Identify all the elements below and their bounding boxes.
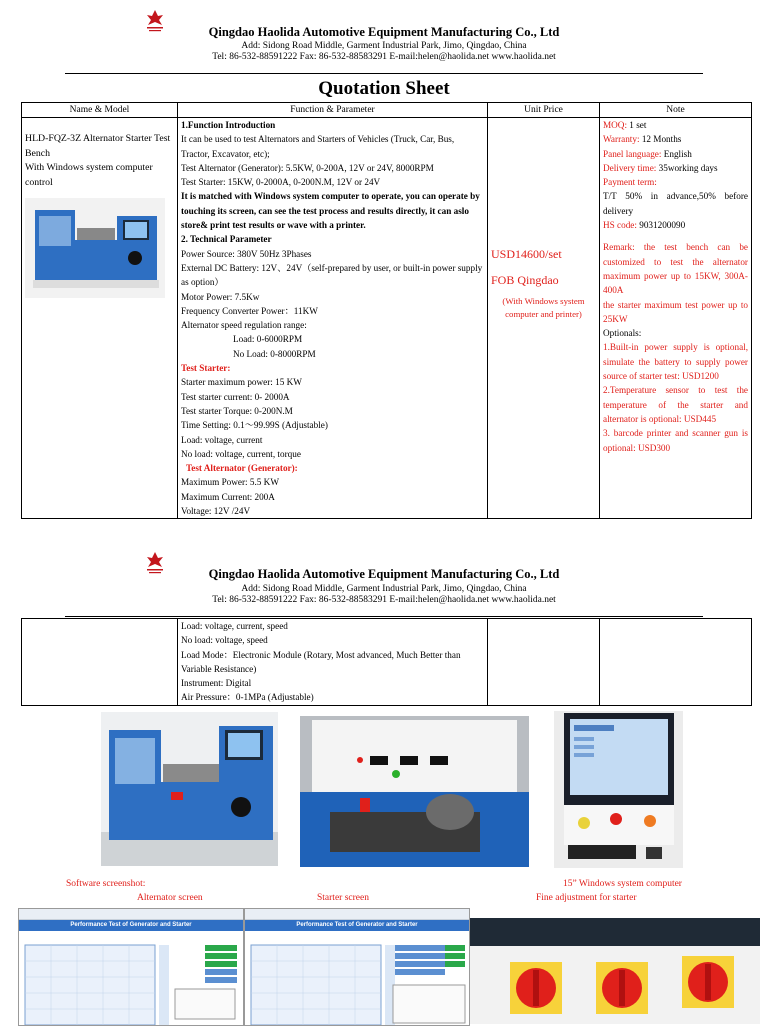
company-name-2: Qingdao Haolida Automotive Equipment Manufacturing Co., Ltd: [208, 567, 560, 581]
note-cell: [600, 118, 752, 519]
header-divider: [65, 73, 703, 74]
function-line: Alternator speed regulation range:: [181, 320, 307, 331]
note-label: Panel language:: [603, 148, 662, 159]
function-line: Time Setting: 0.1～99.99S (Adjustable): [181, 420, 328, 431]
test-bench-closeup-photo: [300, 716, 529, 867]
continuation-line: Instrument: Digital: [181, 678, 252, 689]
caption-windows: 15” Windows system computer: [563, 879, 682, 889]
note-item: [603, 189, 748, 218]
function-line: Power Source: 380V 50Hz 3Phases: [181, 248, 312, 259]
note-item: [603, 161, 748, 175]
company-name: Qingdao Haolida Automotive Equipment Manufacturing Co., Ltd: [208, 25, 560, 39]
function-line: Starter maximum power: 15 KW: [181, 377, 302, 388]
unit-price: USD14600/set: [491, 247, 562, 261]
continuation-note-cell: [600, 619, 752, 706]
fob-term: FOB Qingdao: [491, 273, 559, 287]
continuation-model-cell: [22, 619, 178, 706]
quotation-table: [21, 102, 752, 519]
note-value: 35working days: [656, 162, 718, 173]
header-name-model: Name & Model: [22, 103, 178, 118]
header-function: Function & Parameter: [178, 103, 488, 118]
function-line: Maximum Power: 5.5 KW: [181, 477, 279, 488]
model-cell: [22, 118, 178, 519]
remark-text-2: the starter maximum test power up to 25KW: [603, 299, 748, 324]
note-item: [603, 175, 748, 189]
computer-photo: [554, 711, 683, 868]
table-header-row: [22, 103, 752, 118]
function-line: It can be used to test Alternators and Starters of Vehicles (Truck, Car, Bus, Tractor, Excavator, etc);: [181, 134, 455, 159]
function-line: 1.Function Introduction: [181, 120, 276, 130]
note-label: Payment term:: [603, 177, 657, 188]
function-line: Test Alternator (Generator):: [186, 463, 298, 474]
function-line: Frequency Converter Power：11KW: [181, 305, 318, 316]
header-divider-2: [65, 616, 703, 617]
function-line: It is matched with Windows system computer to operate, you can operate by touching its screen, can see the test process and results directly, it can aslo store& print test results or wave with a printer.: [181, 191, 480, 231]
note-item: [603, 132, 748, 146]
note-value: T/T 50% in advance,50% before delivery: [603, 191, 748, 216]
continuation-line: Air Pressure：0-1MPa (Adjustable): [181, 692, 314, 703]
caption-software: Software screenshot:: [66, 879, 146, 889]
table-row: [22, 118, 752, 519]
table-row: [22, 619, 752, 706]
function-line: Test starter Torque: 0-200N.M: [181, 405, 293, 416]
function-line: Test Alternator (Generator): 5.5KW, 0-200A, 12V or 24V, 8000RPM: [181, 162, 434, 173]
function-line: Test starter current: 0- 2000A: [181, 391, 290, 402]
note-label: HS code:: [603, 220, 637, 231]
alternator-screen-title: Performance Test of Generator and Starter: [19, 920, 243, 931]
note-value: 12 Months: [639, 134, 682, 145]
caption-starter: Starter screen: [317, 893, 369, 903]
alternator-screen-screenshot: [18, 908, 244, 1026]
company-address: Add: Sidong Road Middle, Garment Industrial Park, Jimo, Qingdao, China: [241, 41, 527, 51]
continuation-table: [21, 618, 752, 706]
company-address-2: Add: Sidong Road Middle, Garment Industrial Park, Jimo, Qingdao, China: [241, 584, 527, 594]
function-line: External DC Battery: 12V、24V（self-prepared by user, or built-in power supply as option）: [181, 262, 483, 288]
note-item: [603, 147, 748, 161]
optional-item: 2.Temperature sensor to test the temperature of the starter and alternator is optional: USD445: [603, 385, 748, 424]
note-label: Warranty:: [603, 134, 640, 145]
function-line: Voltage: 12V /24V: [181, 506, 251, 517]
caption-alternator: Alternator screen: [137, 893, 203, 903]
note-label: Delivery time:: [603, 162, 657, 173]
function-line: Load: voltage, current: [181, 434, 263, 445]
continuation-line: Load: voltage, current, speed: [181, 621, 288, 631]
model-name: HLD-FQZ-3Z Alternator Starter Test Bench: [25, 133, 171, 159]
page-title: Quotation Sheet: [318, 78, 450, 99]
function-line: Test Starter:: [181, 363, 231, 374]
note-item: [603, 218, 748, 232]
continuation-price-cell: [488, 619, 600, 706]
note-value: 1 set: [627, 120, 647, 130]
function-line: Test Starter: 15KW, 0-2000A, 0-200N.M, 12V or 24V: [181, 177, 381, 188]
function-line: Maximum Current: 200A: [181, 491, 275, 502]
starter-screen-screenshot: [244, 908, 470, 1026]
company-contact: Tel: 86-532-88591222 Fax: 86-532-88583291 E-mail:helen@haolida.net www.haolida.net: [212, 52, 556, 62]
model-subtitle: With Windows system computer control: [25, 162, 153, 188]
machine-photo: [101, 712, 278, 866]
continuation-function-cell: [178, 619, 488, 706]
remark-text: Remark: the test bench can be customized to test the alternator maximum power up to 15KW, 300A-400A: [603, 242, 748, 296]
test-bench-photo: [25, 198, 165, 298]
note-value: 9031200090: [636, 220, 686, 231]
function-line: Load: 0-6000RPM: [233, 334, 303, 345]
function-line: Motor Power: 7.5Kw: [181, 291, 260, 302]
company-contact-2: Tel: 86-532-88591222 Fax: 86-532-88583291 E-mail:helen@haolida.net www.haolida.net: [212, 595, 556, 605]
function-line: No load: voltage, current, torque: [181, 448, 301, 459]
function-line: 2. Technical Parameter: [181, 234, 272, 245]
continuation-line: Load Mode：Electronic Module (Rotary, Most advanced, Much Better than Variable Resistance): [181, 649, 461, 674]
price-note: (With Windows system computer and printer): [502, 296, 585, 319]
caption-fine-adjust: Fine adjustment for starter: [536, 893, 637, 903]
starter-screen-title: Performance Test of Generator and Starter: [245, 920, 469, 931]
optional-item: 3. barcode printer and scanner gun is optional: USD300: [603, 428, 748, 453]
note-label: MOQ:: [603, 120, 627, 130]
note-value: English: [661, 148, 692, 159]
optional-item: 1.Built-in power supply is optional, simulate the battery to supply power source of starter test: USD1200: [603, 342, 748, 382]
price-cell: [488, 118, 600, 519]
continuation-line: No load: voltage, speed: [181, 635, 268, 646]
function-cell: [178, 118, 488, 519]
fine-adjust-photo: [470, 918, 760, 1024]
note-item: [603, 118, 748, 132]
header-note: Note: [600, 103, 752, 118]
optionals-label: Optionals:: [603, 328, 642, 339]
header-unit-price: Unit Price: [488, 103, 600, 118]
function-line: No Load: 0-8000RPM: [233, 348, 316, 359]
